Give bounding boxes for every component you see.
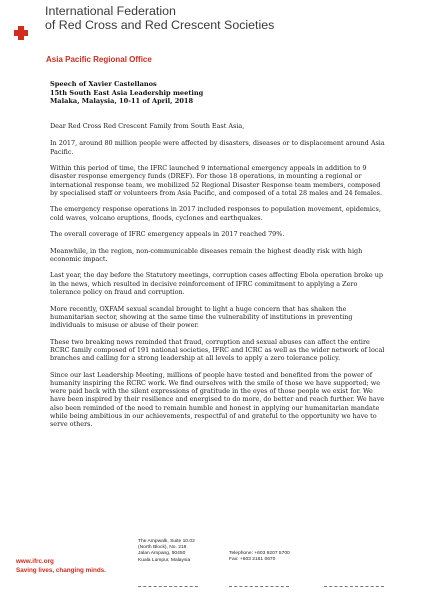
footer-rule xyxy=(229,586,289,587)
address-line: Kuala Lumpur, Malaysia xyxy=(138,557,191,563)
paragraph: Since our last Leadership Meeting, millions of people have tested and benefited from the power of humanity inspiring the RCRC work. We find ourselves with the smile of those we have supported; we were paid back with the silent expressions of gratitude in the eyes of those people we exist for. We have been inspired by their resilience and energised to do more, do better and reach further. We have also been reminded of the need to remain humble and honest in applying our humanitarian mandate while being ambitious in our achievements, respectful of and grateful to the opportunity we have to serve others. xyxy=(50,370,385,429)
org-name-line2: of Red Cross and Red Crescent Societies xyxy=(45,17,275,32)
organization-name xyxy=(45,5,415,33)
website-link[interactable]: www.ifrc.org xyxy=(16,558,54,565)
footer-rule xyxy=(138,586,198,587)
footer-address xyxy=(138,539,195,564)
footer-branding xyxy=(16,558,106,575)
paragraph: These two breaking news reminded that fraud, corruption and sexual abuses can affect the entire RCRC family composed of 191 national societies, IFRC and ICRC as well as the wider network of local branches and calling for a strong leadership at all levels to apply a zero tolerance policy. xyxy=(50,337,385,363)
paragraph: Meanwhile, in the region, non-communicable diseases remain the highest deadly risk with high economic impact. xyxy=(50,246,363,263)
paragraph: More recently, OXFAM sexual scandal brought to light a huge concern that has shaken the humanitarian sector, showing at the same time the vulnerability of institutions in preventing individuals to misuse or abuse of their power. xyxy=(50,304,353,330)
footer-contact xyxy=(229,551,290,563)
address-line: (North Block), No. 218 xyxy=(138,545,187,551)
speech-event: 15th South East Asia Leadership meeting xyxy=(50,88,204,97)
speech-place-date: Malaka, Malaysia, 10-11 of April, 2018 xyxy=(50,97,194,106)
red-cross-red-crescent-logo xyxy=(14,22,40,48)
address-line: The Ampwalk, Suite 10.02 xyxy=(138,539,195,544)
letter-body xyxy=(50,122,385,437)
paragraph: The emergency response operations in 2017 included responses to population movement, epidemics, cold waves, volcano eruptions, floods, cyclones and earthquakes. xyxy=(50,205,381,222)
speech-speaker: Speech of Xavier Castellanos xyxy=(50,80,157,88)
salutation: Dear Red Cross Red Crescent Family from South East Asia, xyxy=(50,122,245,130)
paragraph: Within this period of time, the IFRC launched 9 international emergency appeals in addition to 9 disaster response emergency funds (DREF). For those 18 operations, in mounting a regional or international response team, we mobilized 52 Regional Disaster Response team members, composed by specialised staff or volunteers from Asia Pacific, and composed of a total 28 males and 24 females. xyxy=(50,164,383,197)
regional-office-label: Asia Pacific Regional Office xyxy=(46,55,152,64)
org-name-line1: International Federation xyxy=(45,4,176,18)
speech-heading xyxy=(50,80,203,106)
paragraph: In 2017, around 80 million people were affected by disasters, diseases or to displacement around Asia Pacific. xyxy=(50,139,385,156)
paragraph: The overall coverage of IFRC emergency appeals in 2017 reached 79%. xyxy=(50,230,285,239)
footer-rule xyxy=(324,586,384,587)
address-line: Jalan Ampang, 50450 xyxy=(138,551,186,557)
fax: Fax: +603 2161 0670 xyxy=(229,557,276,563)
paragraph: Last year, the day before the Statutory meetings, corruption cases affecting Ebola operation broke up in the news, which resulted in decisive reinforcement of IFRC commitment to applying a Zero tolerance policy on fraud and corruption. xyxy=(50,271,384,296)
telephone: Telephone: +603 9207 5700 xyxy=(229,551,290,556)
tagline: Saving lives, changing minds. xyxy=(16,566,106,574)
